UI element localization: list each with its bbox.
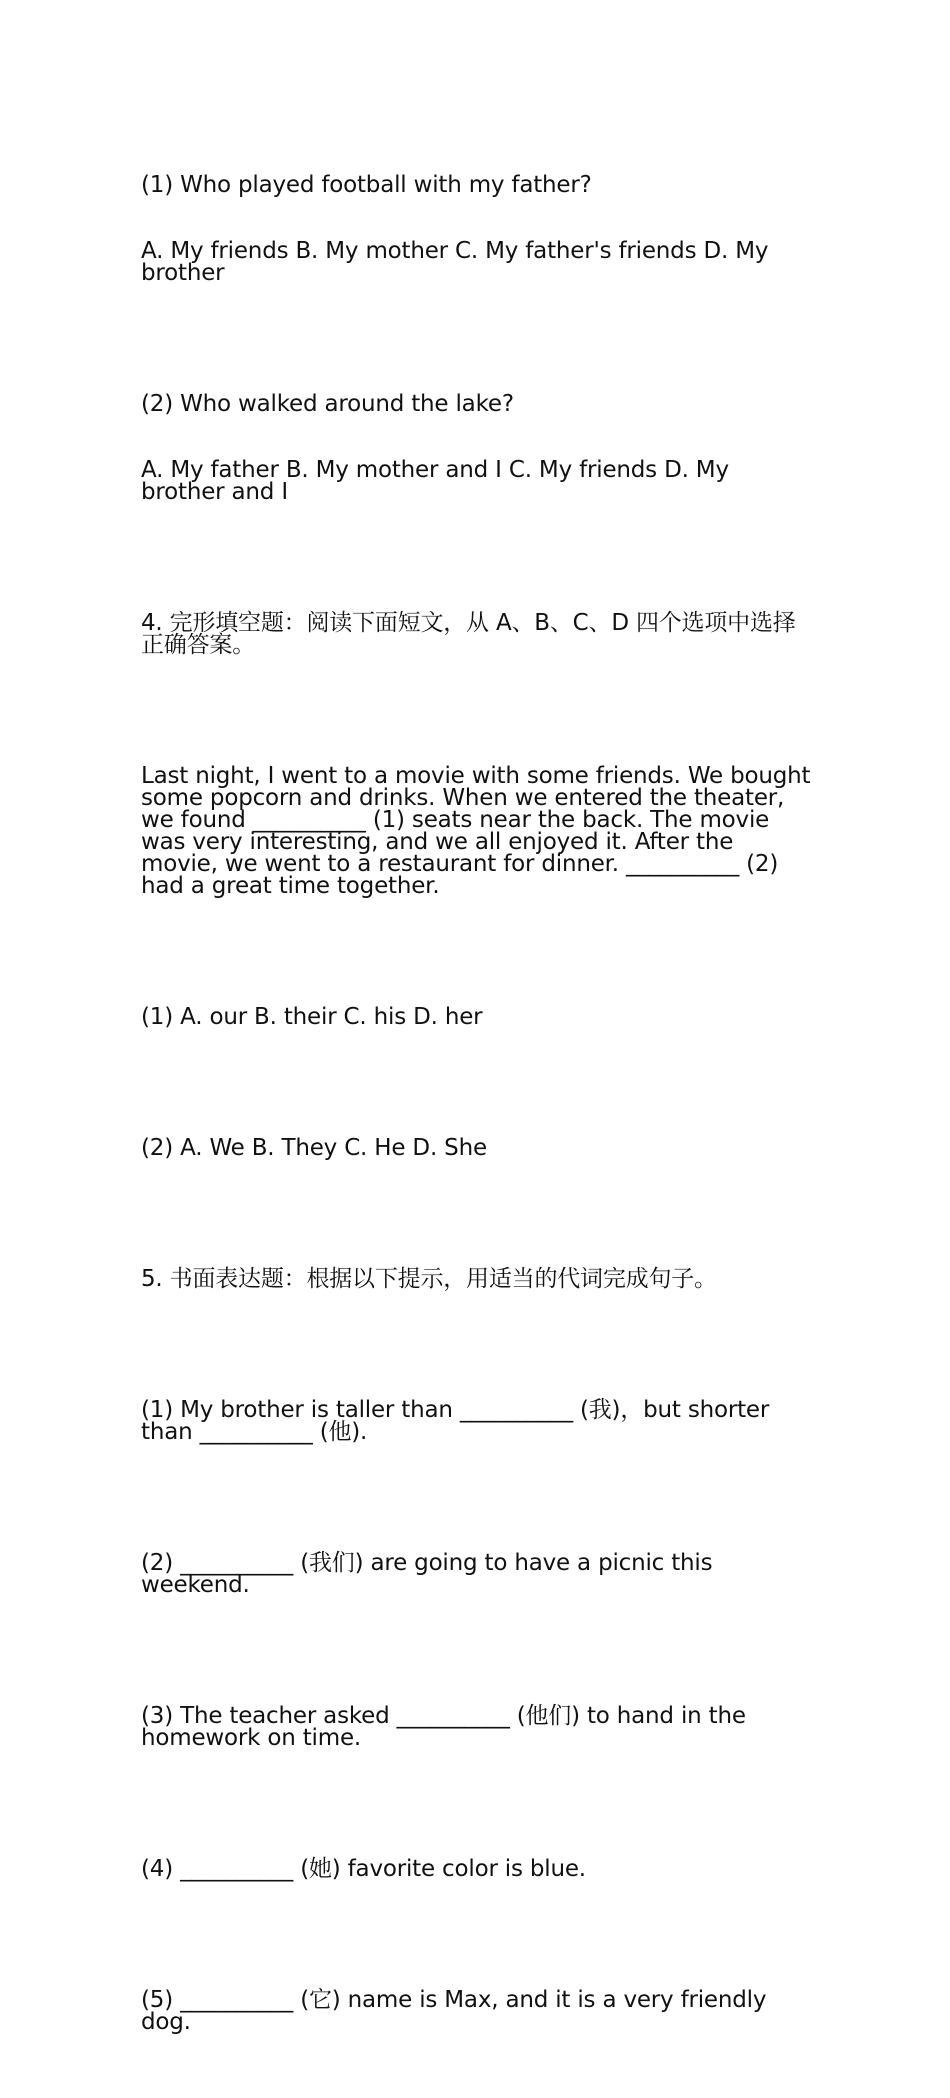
question-text: (5) __________ (它) name is Max, and it is a very friendly dog. [141, 1987, 774, 2035]
writing-question-2 [141, 1508, 813, 1640]
writing-question-3 [141, 1661, 813, 1793]
options-text: (2) A. We B. They C. He D. She [141, 1135, 487, 1161]
passage-text: Last night, I went to a movie with some friends. We bought some popcorn and drinks. When we entered the theater, we found __________ (1) seats near the back. The movie was very interesting, and we all enjoyed it. After the movie, we went to a restaurant for dinner. __________ (2) had a great time together. [141, 763, 818, 899]
question-text: (4) __________ (她) favorite color is blue. [141, 1856, 586, 1882]
section-heading-text: 4. 完形填空题：阅读下面短文，从 A、B、C、D 四个选项中选择正确答案。 [141, 610, 796, 658]
section-heading-text: 5. 书面表达题：根据以下提示，用适当的代词完成句子。 [141, 1266, 717, 1292]
writing-question-1 [141, 1355, 813, 1487]
answer-options: A. My friends B. My mother C. My father's friends D. My brother [141, 238, 776, 286]
question-text: (1) Who played football with my father? [141, 172, 592, 198]
cloze-question-1 [141, 962, 813, 1072]
section-5-heading [141, 1224, 813, 1334]
question-2-reading [141, 349, 813, 547]
question-text: (2) __________ (我们) are going to have a picnic this weekend. [141, 1550, 720, 1598]
answer-options: A. My father B. My mother and I C. My friends D. My brother and I [141, 457, 736, 505]
question-text: (1) My brother is taller than __________ (我)，but shorter than __________ (他). [141, 1397, 777, 1445]
question-text: (3) The teacher asked __________ (他们) to hand in the homework on time. [141, 1703, 753, 1751]
question-1-reading [141, 130, 813, 328]
writing-question-5 [141, 1945, 813, 2077]
section-4-heading [141, 568, 813, 700]
document-page [141, 130, 818, 2098]
cloze-question-2 [141, 1093, 813, 1203]
question-text: (2) Who walked around the lake? [141, 391, 514, 417]
cloze-passage [141, 721, 818, 941]
options-text: (1) A. our B. their C. his D. her [141, 1004, 483, 1030]
writing-question-4 [141, 1814, 813, 1924]
